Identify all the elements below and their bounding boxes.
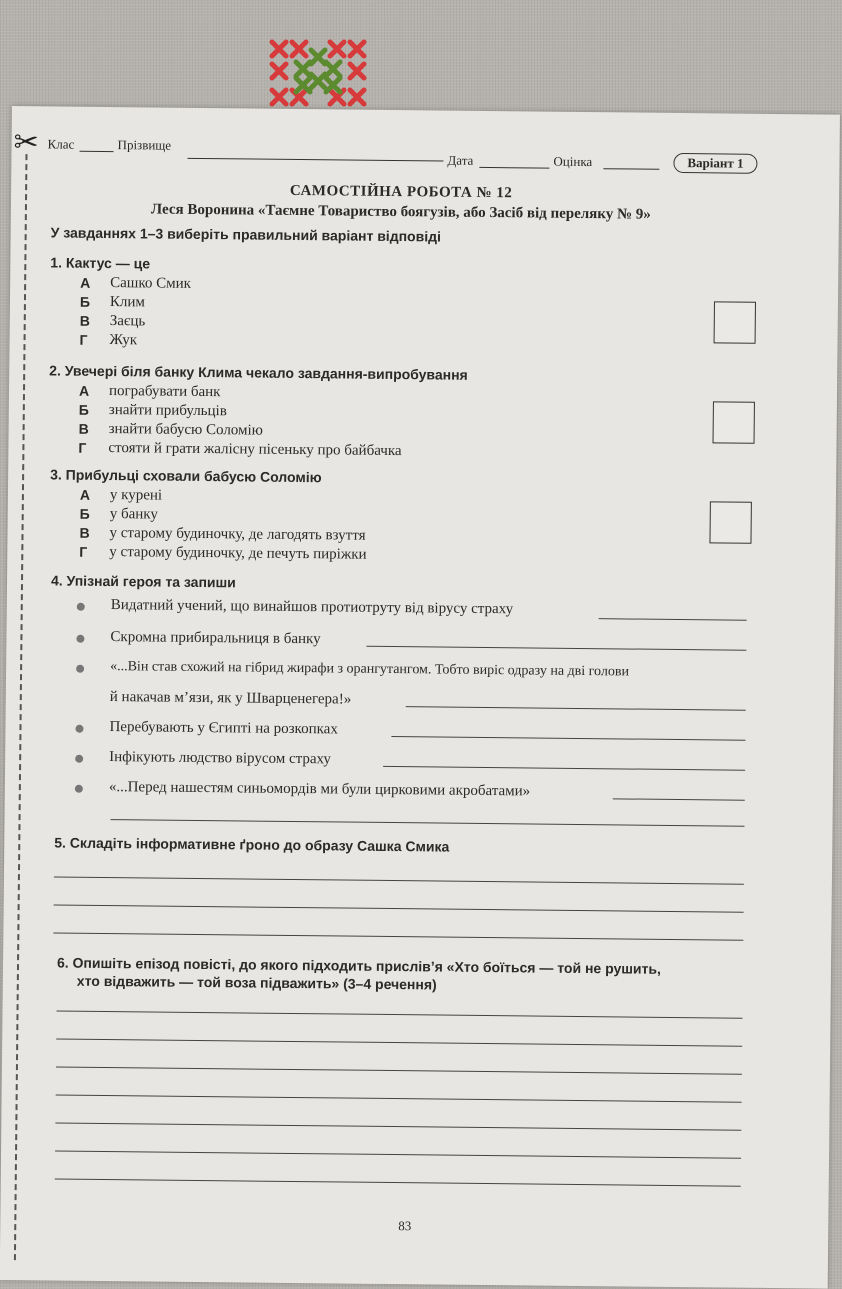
question-3: 3. Прибульці сховали бабусю Соломію: [50, 466, 322, 486]
answer-box-1[interactable]: [714, 301, 756, 343]
option-text: у старому будиночку, де печуть пиріжки: [109, 544, 367, 563]
bullet-dot: [75, 785, 83, 793]
answer-line[interactable]: [111, 819, 745, 827]
option-letter: Б: [79, 505, 90, 522]
question-4: 4. Упізнай героя та запиши: [50, 572, 236, 591]
bullet-dot: [75, 755, 83, 763]
clue-text: Скромна прибиральниця в банку: [110, 629, 321, 648]
option-letter: В: [78, 420, 89, 437]
answer-line[interactable]: [56, 1067, 742, 1075]
answer-line[interactable]: [383, 766, 745, 771]
page-subtitle: Леся Воронина «Таємне Товариство боягузів, або Засіб від переляку № 9»: [150, 201, 651, 223]
answer-line[interactable]: [55, 1123, 741, 1131]
option-letter: В: [79, 312, 90, 329]
date-field[interactable]: [479, 167, 549, 169]
hero-clue-4: [109, 719, 338, 738]
answer-line[interactable]: [55, 1151, 741, 1159]
embroidery-pattern: [268, 38, 368, 110]
question-2: 2. Увечері біля банку Клима чекало завдання-випробування: [49, 362, 468, 383]
answer-line[interactable]: [54, 904, 744, 912]
option-text: у старому будиночку, де лагодять взуття: [109, 525, 366, 544]
option-text: у банку: [109, 506, 158, 523]
option-letter: Г: [79, 543, 88, 560]
grade-label: Оцінка: [553, 153, 593, 170]
hero-clue-5: [109, 749, 331, 768]
bullet-dot: [76, 635, 84, 643]
option-letter: Г: [79, 331, 88, 348]
answer-line[interactable]: [55, 1179, 741, 1187]
surname-field[interactable]: [187, 158, 443, 162]
answer-line[interactable]: [53, 932, 743, 940]
clue-text: й накачав м’язи, як у Шварценегера!»: [109, 689, 352, 708]
option-text: Клим: [109, 294, 146, 311]
clue-text: Видатний учений, що винайшов протиотруту від вірусу страху: [110, 597, 514, 618]
answer-box-2[interactable]: [713, 401, 755, 443]
answer-line[interactable]: [406, 706, 746, 711]
answer-line[interactable]: [366, 646, 746, 651]
hero-clue-2: [110, 629, 320, 648]
option-letter: Б: [79, 293, 91, 310]
answer-line[interactable]: [613, 798, 745, 800]
bullet-dot: [76, 665, 84, 673]
variant-badge: Варіант 1: [673, 153, 757, 174]
hero-clue-3-cont: [110, 689, 352, 709]
option-text: пограбувати банк: [108, 383, 221, 401]
option-text: знайти бабусю Соломію: [108, 421, 264, 439]
question-1: 1. Кактус — це: [50, 254, 151, 272]
question-6: 6. Опишіть епізод повісті, до якого підходить прислів’я «Хто боїться — той не рушить,: [56, 954, 662, 977]
answer-line[interactable]: [56, 1039, 742, 1047]
option-letter: А: [80, 274, 91, 291]
instruction: У завданнях 1–3 виберіть правильний варіант відповіді: [50, 224, 441, 245]
option-text: Сашко Смик: [110, 275, 192, 292]
option-letter: Б: [78, 401, 89, 418]
option-text: знайти прибульців: [108, 402, 227, 420]
page-title: САМОСТІЙНА РОБОТА № 12: [289, 182, 513, 202]
clue-text: «...Він став схожий на гібрид жирафи з орангутангом. Тобто виріс одразу на дві голови: [110, 659, 630, 680]
clue-text: Інфікують людство вірусом страху: [109, 749, 332, 768]
answer-line[interactable]: [599, 618, 747, 621]
option-letter: Г: [78, 439, 87, 456]
bullet-dot: [75, 725, 83, 733]
question-5: 5. Складіть інформативне ґроно до образу Сашка Смика: [54, 834, 450, 855]
option-text: у курені: [109, 487, 163, 504]
grade-field[interactable]: [603, 168, 659, 170]
answer-line[interactable]: [57, 1011, 743, 1019]
answer-box-3[interactable]: [709, 501, 751, 543]
option-letter: А: [78, 382, 90, 399]
clue-text: «...Перед нашестям синьомордів ми були цирковими акробатами»: [108, 779, 531, 800]
hero-clue-1: [111, 597, 514, 618]
question-6-cont: хто відважить — той воза підважить» (3–4 речення): [76, 972, 437, 993]
date-label: Дата: [447, 152, 474, 168]
option-text: стояти й грати жалісну пісеньку про байбачка: [108, 440, 402, 460]
page-number: 83: [398, 1218, 412, 1234]
option-letter: В: [79, 524, 90, 541]
scissors-icon: ✂: [13, 126, 39, 160]
class-field[interactable]: [80, 151, 114, 152]
bullet-dot: [77, 603, 85, 611]
worksheet-page: [0, 106, 840, 1289]
option-text: Жук: [109, 332, 138, 349]
hero-clue-3: [110, 659, 629, 680]
answer-line[interactable]: [56, 1095, 742, 1103]
class-label: Клас: [47, 136, 75, 152]
cut-line: [14, 154, 28, 1260]
option-text: Заєць: [109, 313, 146, 330]
answer-line[interactable]: [54, 876, 744, 884]
clue-text: Перебувають у Єгипті на розкопках: [109, 719, 338, 738]
option-letter: А: [79, 486, 91, 503]
hero-clue-6: [109, 779, 531, 800]
surname-label: Прізвище: [117, 137, 172, 153]
answer-line[interactable]: [391, 736, 745, 741]
